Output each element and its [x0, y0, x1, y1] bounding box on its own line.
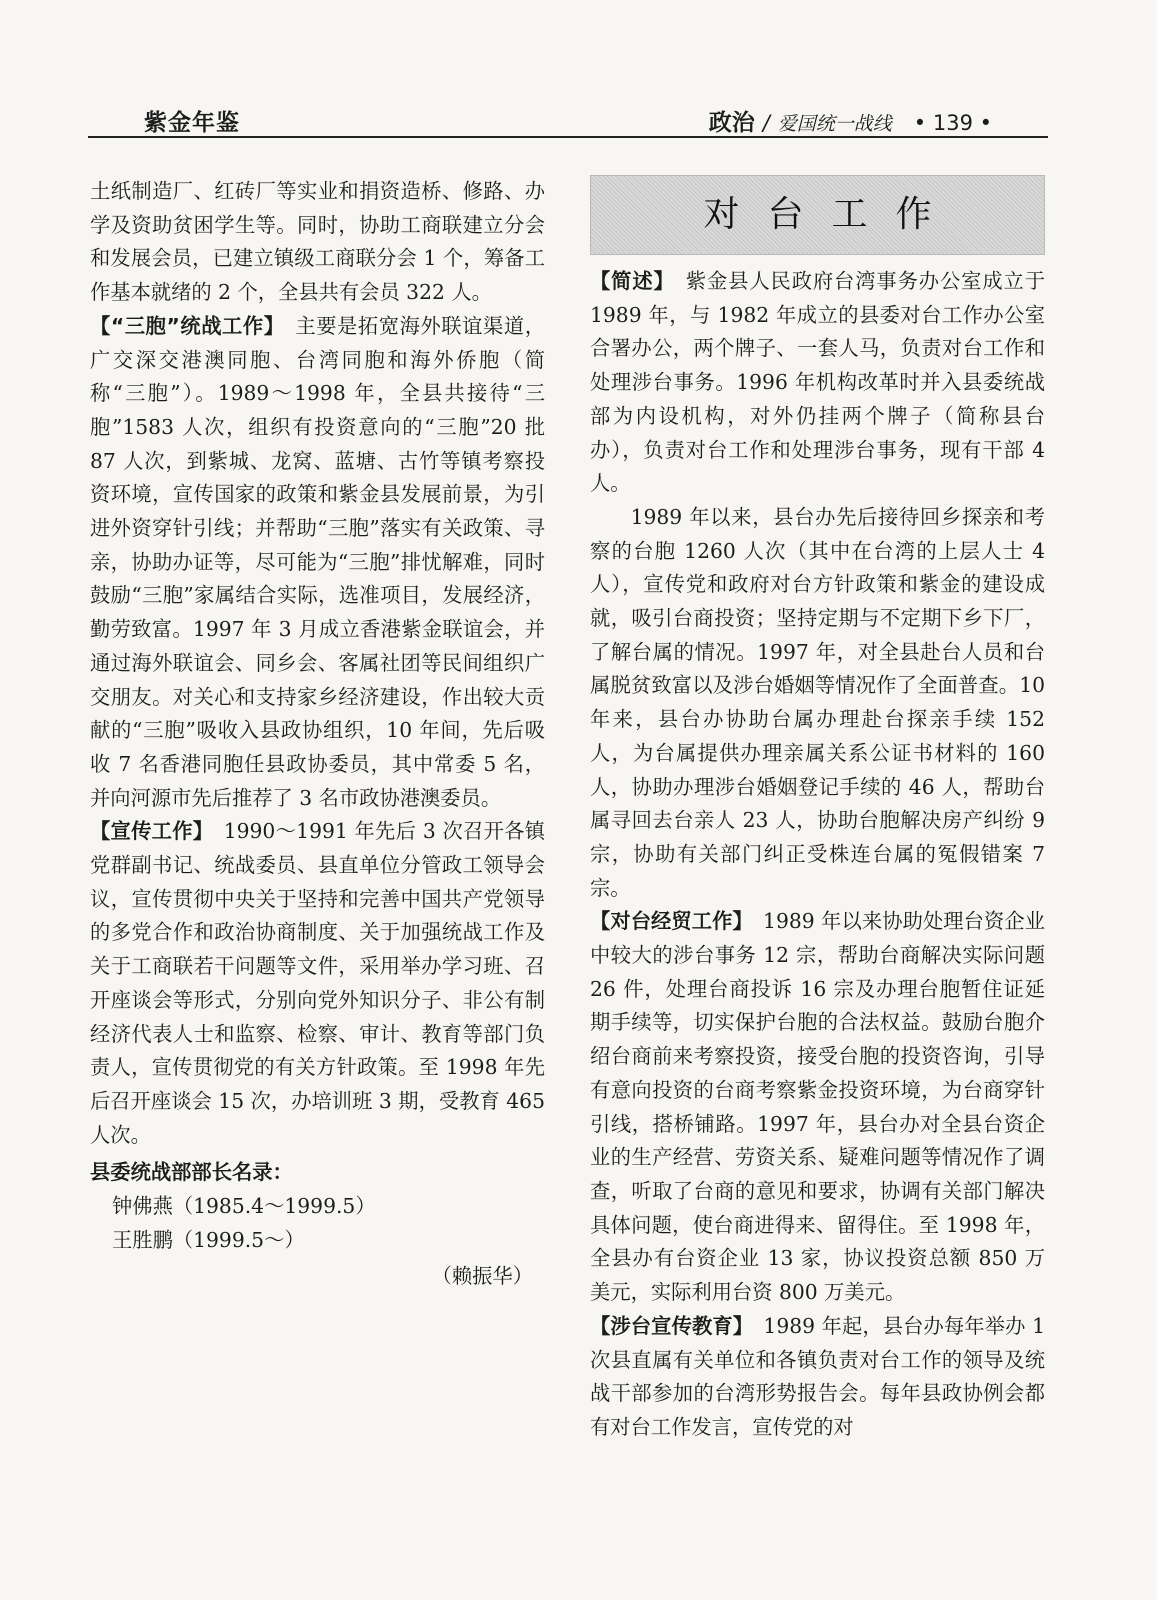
banner-title: 对台工作 — [703, 194, 960, 236]
paragraph-propaganda — [90, 815, 545, 1152]
text-overview: 紫金县人民政府台湾事务办公室成立于 1989 年，与 1982 年成立的县委对台工作办公室合署办公，两个牌子、一套人马，负责对台工作和处理涉台事务。1996 年机构改革时并入县委统战部为内设机构，对外仍挂两个牌子（简称县台办），负责对台工作和处理涉台事务，现有干部 4 人。 — [590, 269, 1045, 496]
heading-trade: 【对台经贸工作】 — [590, 909, 743, 934]
director-name-2: 王胜鹏（1999.5～） — [112, 1227, 305, 1252]
heading-sanbao: 【“三胞”统战工作】 — [90, 313, 275, 338]
paragraph-education — [590, 1310, 1045, 1445]
running-header — [88, 100, 1048, 138]
author-byline: （赖振华） — [431, 1263, 533, 1288]
text-sanbao: 主要是拓宽海外联谊渠道，广交深交港澳同胞、台湾同胞和海外侨胞（简称“三胞”）。1989～1998 年，全县共接待“三胞”1583 人次，组织有投资意向的“三胞”20 批 87 人次，到紫城、龙窝、蓝塘、古竹等镇考察投资环境，宣传国家的政策和紫金县发展前景，为引进外资穿针引线；并帮助“三胞”落实有关政策、寻亲，协助办证等，尽可能为“三胞”排忧解难，同时鼓励“三胞”家属结合实际，选准项目，发展经济，勤劳致富。1997 年 3 月成立香港紫金联谊会，并通过海外联谊会、同乡会、客属社团等民间组织广交朋友。对关心和支持家乡经济建设，作出较大贡献的“三胞”吸收入县政协组织，10 年间，先后吸收 7 名香港同胞任县政协委员，其中常委 5 名，并向河源市先后推荐了 3 名市政协港澳委员。 — [90, 313, 545, 810]
right-column — [590, 175, 1045, 1445]
text-propaganda: 1990～1991 年先后 3 次召开各镇党群副书记、统战委员、县直单位分管政工领导会议，宣传贯彻中央关于坚持和完善中国共产党领导的多党合作和政治协商制度、关于加强统战工作及关于工商联若干问题等文件，采用举办学习班、召开座谈会等形式，分别向党外知识分子、非公有制经济代表人士和监察、检察、审计、教育等部门负责人，宣传贯彻党的有关方针政策。至 1998 年先后召开座谈会 15 次，办培训班 3 期，受教育 465 人次。 — [90, 819, 545, 1147]
heading-propaganda: 【宣传工作】 — [90, 819, 204, 844]
paragraph-reception: 1989 年以来，县台办先后接待回乡探亲和考察的台胞 1260 人次（其中在台湾的上层人士 4 人），宣传党和政府对台方针政策和紫金的建设成就，吸引台商投资；坚持定期与不定期下乡下厂，了解台属的情况。1997 年，对全县赴台人员和台属脱贫致富以及涉台婚姻等情况作了全面普查。10 年来，县台办协助台属办理赴台探亲手续 152 人，为台属提供办理亲属关系公证书材料的 160 人，协助办理涉台婚姻登记手续的 46 人，帮助台属寻回去台亲人 23 人，协助台胞解决房产纠纷 9 宗，协助有关部门纠正受株连台属的冤假错案 7 宗。 — [590, 504, 1045, 900]
paragraph-sanbao — [90, 310, 545, 816]
page-number: • 139 • — [913, 111, 992, 135]
section-label — [709, 104, 992, 137]
text-trade: 1989 年以来协助处理台资企业中较大的涉台事务 12 宗，帮助台商解决实际问题 26 件，处理台商投诉 16 宗及办理台胞暂住证延期手续等，切实保护台胞的合法权益。鼓励台胞介绍台商前来考察投资，接受台胞的投资咨询，引导有意向投资的台商考察紫金投资环境，为台商穿针引线，搭桥铺路。1997 年，县台办对全县台资企业的生产经营、劳资关系、疑难问题等情况作了调查，听取了台商的意见和要求，协调有关部门解决具体问题，使台商进得来、留得住。至 1998 年，全县办有台资企业 13 家，协议投资总额 850 万美元，实际利用台资 800 万美元。 — [590, 909, 1045, 1305]
director-name-1: 钟佛燕（1985.4～1999.5） — [112, 1194, 376, 1219]
heading-education: 【涉台宣传教育】 — [590, 1313, 744, 1338]
section-banner — [590, 175, 1045, 255]
heading-overview: 【简述】 — [590, 269, 665, 293]
director-list-title: 县委统战部部长名录： — [90, 1160, 293, 1185]
paragraph-overview — [590, 265, 1045, 501]
section-separator: / — [762, 111, 770, 135]
paragraph-trade — [590, 905, 1045, 1309]
section-name: 政治 — [708, 110, 755, 136]
paragraph-industry: 土纸制造厂、红砖厂等实业和捐资造桥、修路、办学及资助贫困学生等。同时，协助工商联建立分会和发展会员，已建立镇级工商联分会 1 个，筹备工作基本就绪的 2 个，全县共有会员 322 人。 — [90, 179, 545, 305]
text-education: 1989 年起，县台办每年举办 1 次县直属有关单位和各镇负责对台工作的领导及统战干部参加的台湾形势报告会。每年县政协例会都有对台工作发言，宣传党的对 — [590, 1313, 1045, 1439]
book-title: 紫金年鉴 — [144, 110, 240, 136]
left-column — [90, 175, 545, 1293]
subsection-name: 爱国统一战线 — [777, 113, 892, 135]
